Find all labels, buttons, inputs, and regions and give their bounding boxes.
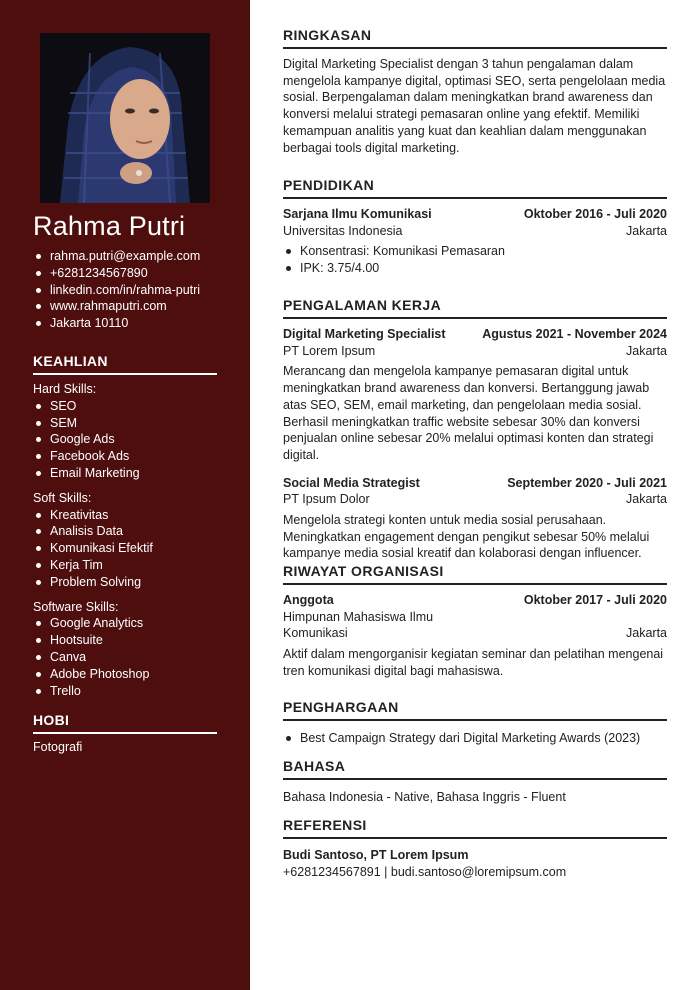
skill-item: Canva xyxy=(33,649,233,666)
software-skills-label: Software Skills: xyxy=(33,599,119,614)
reference-name: Budi Santoso, PT Lorem Ipsum xyxy=(283,848,469,862)
contact-list xyxy=(33,248,233,332)
skill-item: Problem Solving xyxy=(33,574,233,591)
reference-heading: REFERENSI xyxy=(283,817,667,839)
profile-photo xyxy=(40,33,210,203)
summary-section xyxy=(283,27,667,156)
skill-item: SEM xyxy=(33,415,233,432)
education-heading: PENDIDIKAN xyxy=(283,177,667,199)
education-period: Oktober 2016 - Juli 2020 xyxy=(523,207,667,221)
awards-heading: PENGHARGAAN xyxy=(283,699,667,721)
contact-linkedin[interactable]: linkedin.com/in/rahma-putri xyxy=(33,282,233,299)
experience-section xyxy=(283,297,667,562)
job-company: PT Ipsum Dolor xyxy=(283,492,370,507)
education-degree: Sarjana Ilmu Komunikasi xyxy=(283,207,432,221)
education-section xyxy=(283,177,667,277)
job-period: September 2020 - Juli 2021 xyxy=(507,475,667,490)
education-school: Universitas Indonesia xyxy=(283,223,403,238)
organization-heading: RIWAYAT ORGANISASI xyxy=(283,563,667,585)
contact-website[interactable]: www.rahmaputri.com xyxy=(33,298,233,315)
skill-item: Komunikasi Efektif xyxy=(33,540,233,557)
skill-item: SEO xyxy=(33,398,233,415)
candidate-name: Rahma Putri xyxy=(33,211,186,241)
sidebar xyxy=(0,0,250,990)
contact-phone[interactable]: +6281234567890 xyxy=(33,265,233,282)
summary-text: Digital Marketing Specialist dengan 3 tahun pengalaman dalam mengelola kampanye digital, optimasi SEO, serta pengelolaan media sosial. Berpengalaman dalam meningkatkan brand awareness dan konversi melalui strategi pemasaran online yang efektif. Memiliki kemampuan analitis yang kuat dan keahlian dalam menggunakan berbagai tools digital marketing. xyxy=(283,57,666,155)
reference-section xyxy=(283,817,667,880)
job-description: Mengelola strategi konten untuk media sosial perusahaan. Meningkatkan engagement dengan pengikut sebesar 50% melalui kampanye media sosial kreatif dan kolaborasi dengan influencer. xyxy=(283,513,650,561)
hobby-heading: HOBI xyxy=(33,712,217,734)
organization-role: Anggota xyxy=(283,593,334,607)
soft-skills-label: Soft Skills: xyxy=(33,490,92,505)
skill-item: Google Analytics xyxy=(33,615,233,632)
organization-period: Oktober 2017 - Juli 2020 xyxy=(523,593,667,607)
skill-item: Kreativitas xyxy=(33,507,233,524)
skill-item: Email Marketing xyxy=(33,465,233,482)
soft-skills-list xyxy=(33,507,233,591)
organization-location: Jakarta xyxy=(626,626,667,641)
skills-heading: KEAHLIAN xyxy=(33,353,217,375)
job-description: Merancang dan mengelola kampanye pemasaran digital untuk meningkatkan brand awareness dan konversi. Bertanggung jawab atas SEO, SEM, email marketing, dan pengelolaan media sosial. Berhasil meningkatkan traffic website sebesar 30% dan konversi penjualan online sebesar 20% melalui optimasi konten dan strategi digital. xyxy=(283,364,654,462)
education-details xyxy=(283,243,667,276)
organization-description: Aktif dalam mengorganisir kegiatan seminar dan pelatihan mengenai tren komunikasi digital bagi mahasiswa. xyxy=(283,647,664,678)
hard-skills-list xyxy=(33,398,233,482)
languages-heading: BAHASA xyxy=(283,758,667,780)
organization-name: Himpunan Mahasiswa Ilmu xyxy=(283,609,434,624)
hard-skills-label: Hard Skills: xyxy=(33,382,97,396)
languages-text: Bahasa Indonesia - Native, Bahasa Inggris - Fluent xyxy=(283,790,566,804)
award-item: Best Campaign Strategy dari Digital Marketing Awards (2023) xyxy=(283,730,667,747)
education-location: Jakarta xyxy=(626,223,667,238)
job-location: Jakarta xyxy=(626,343,667,358)
organization-section xyxy=(283,563,667,680)
job-company: PT Lorem Ipsum xyxy=(283,343,376,358)
awards-list xyxy=(283,730,667,747)
summary-heading: RINGKASAN xyxy=(283,27,667,49)
awards-section xyxy=(283,699,667,747)
contact-email[interactable]: rahma.putri@example.com xyxy=(33,248,233,265)
skill-item: Trello xyxy=(33,683,233,700)
languages-section xyxy=(283,758,667,806)
contact-address: Jakarta 10110 xyxy=(33,315,233,332)
organization-division: Komunikasi xyxy=(283,626,348,641)
job-title: Social Media Strategist xyxy=(283,475,420,490)
experience-heading: PENGALAMAN KERJA xyxy=(283,297,667,319)
job-location: Jakarta xyxy=(626,492,667,507)
software-skills-list xyxy=(33,615,233,699)
skill-item: Facebook Ads xyxy=(33,448,233,465)
skill-item: Hootsuite xyxy=(33,632,233,649)
skill-item: Kerja Tim xyxy=(33,557,233,574)
skill-item: Analisis Data xyxy=(33,523,233,540)
hobby-text: Fotografi xyxy=(33,740,83,754)
skills-section xyxy=(33,381,233,707)
skill-item: Google Ads xyxy=(33,431,233,448)
education-detail-item: IPK: 3.75/4.00 xyxy=(283,260,667,277)
reference-contact: +6281234567891 | budi.santoso@loremipsum.com xyxy=(283,864,567,879)
skill-item: Adobe Photoshop xyxy=(33,666,233,683)
profile-photo-icon xyxy=(40,33,210,203)
education-detail-item: Konsentrasi: Komunikasi Pemasaran xyxy=(283,243,667,260)
job-period: Agustus 2021 - November 2024 xyxy=(482,327,667,341)
job-title: Digital Marketing Specialist xyxy=(283,327,446,341)
